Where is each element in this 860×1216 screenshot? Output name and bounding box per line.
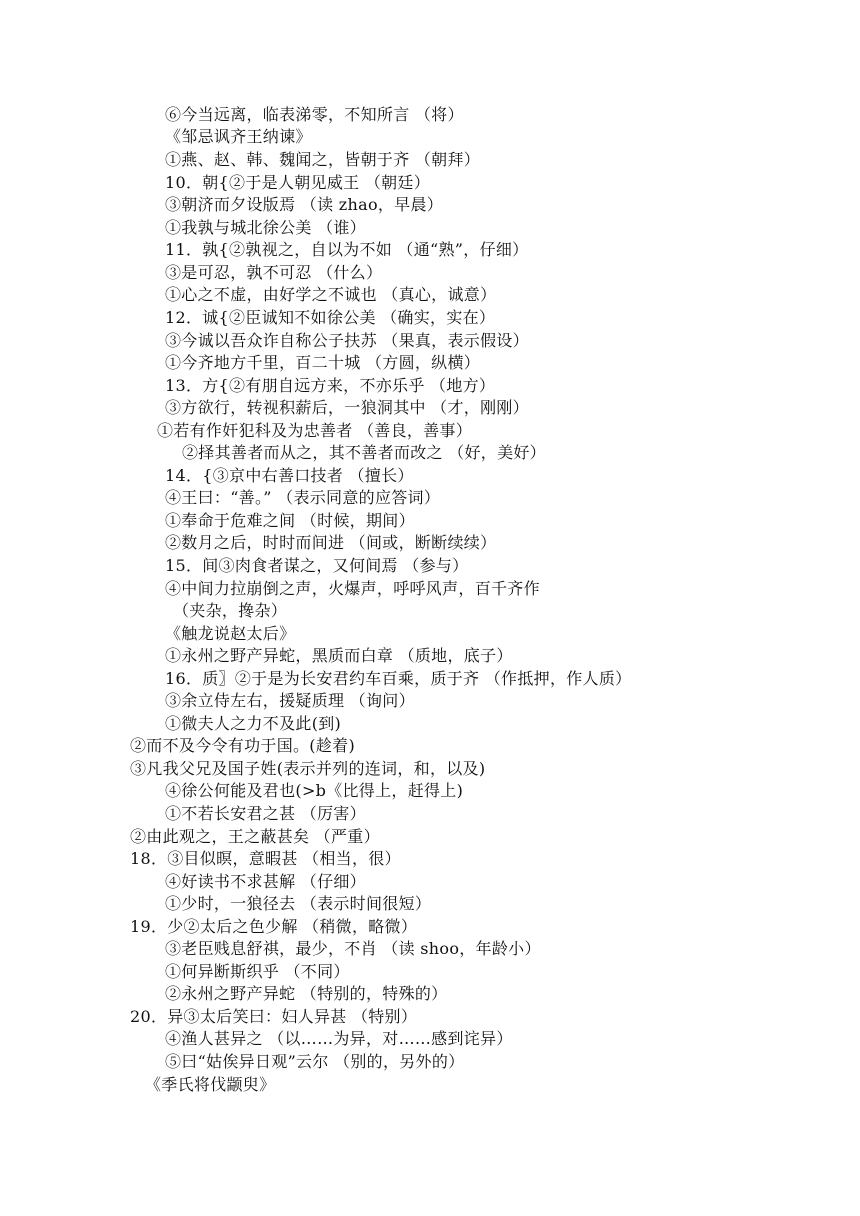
text-line: ④渔人甚异之 （以……为异，对……感到诧异）: [165, 1029, 513, 1048]
entry-line: 10．朝{②于是人朝见威王 （朝廷）: [165, 173, 431, 192]
text-line: ①少时，一狼径去 （表示时间很短）: [165, 894, 432, 913]
text-line: ①永州之野产异蛇，黑质而白章 （质地，底子）: [165, 646, 513, 665]
entry-line: 19．少②太后之色少解 （稍微，略微）: [130, 917, 418, 936]
text-line: ③是可忍，孰不可忍 （什么）: [165, 263, 383, 282]
text-line: ①心之不虚，由好学之不诚也 （真心，诚意）: [165, 285, 497, 304]
text-line: ①今齐地方千里，百二十城 （方圆，纵横）: [165, 353, 481, 372]
text-line: ③朝济而夕设版焉 （读 zhao，早晨）: [165, 195, 444, 214]
text-line: ①何异断斯织乎 （不同）: [165, 962, 350, 981]
text-line: ②数月之后，时时而间进 （间或，断断续续）: [165, 533, 497, 552]
text-line: ⑤曰“姑俟异日观”云尔 （别的，另外的）: [165, 1052, 465, 1071]
entry-line: 13．方{②有朋自远方来，不亦乐乎 （地方）: [165, 376, 496, 395]
entry-line: 15．间③肉食者谋之，又何间焉 （参与）: [165, 556, 469, 575]
entry-line: 20．异③太后笑曰：妇人异甚 （特别）: [130, 1007, 418, 1026]
text-line: ①不若长安君之甚 （厉害）: [165, 804, 366, 823]
text-line: ④中间力拉崩倒之声，火爆声，呼呼风声，百千齐作: [165, 579, 540, 598]
text-line: ②择其善者而从之，其不善者而改之 （好，美好）: [182, 443, 546, 462]
text-line: ①我孰与城北徐公美 （谁）: [165, 218, 366, 237]
entry-line: 18．③目似暝，意暇甚 （相当，很）: [130, 849, 401, 868]
text-line: ④好读书不求甚解 （仔细）: [165, 872, 366, 891]
text-line: ④徐公何能及君也(>b《比得上，赶得上): [165, 781, 464, 800]
text-line: ②由此观之，王之蔽甚矣 （严重）: [130, 827, 380, 846]
section-heading: 《触龙说赵太后》: [165, 624, 296, 643]
text-line: ③凡我父兄及国子姓(表示并列的连词，和，以及): [130, 759, 486, 778]
text-line: ③老臣贱息舒祺，最少，不肖 （读 shoo，年龄小）: [165, 939, 541, 958]
text-line: ①微夫人之力不及此(到): [165, 714, 342, 733]
text-line: ①若有作奸犯科及为忠善者 （善良，善事）: [157, 421, 473, 440]
text-line: ③方欲行，转视积薪后，一狼洞其中 （才，刚刚）: [165, 398, 529, 417]
text-line: ③今诚以吾众诈自称公子扶苏 （果真，表示假设）: [165, 331, 529, 350]
section-heading: 《邹忌讽齐王纳谏》: [165, 127, 312, 146]
text-line: ①燕、赵、韩、魏闻之，皆朝于齐 （朝拜）: [165, 150, 481, 169]
entry-line: 14．{③京中右善口技者 （擅长）: [165, 466, 414, 485]
text-line: （夹杂，搀杂）: [173, 601, 288, 620]
entry-line: 12．诚{②臣诚知不如徐公美 （确实，实在）: [165, 308, 496, 327]
section-heading: 《季氏将伐颛臾》: [145, 1075, 276, 1094]
text-line: ⑥今当远离，临表涕零，不知所言 （将）: [165, 105, 464, 124]
text-line: ③余立侍左右，援疑质理 （询问）: [165, 691, 415, 710]
entry-line: 11．孰{②孰视之，自以为不如 （通“熟”，仔细）: [165, 240, 529, 259]
text-line: ②而不及今令有功于国。(趁着): [130, 736, 355, 755]
entry-line: 16．质〗②于是为长安君约车百乘，质于齐 （作抵押，作人质）: [165, 669, 632, 688]
text-line: ①奉命于危难之间 （时候，期间）: [165, 511, 415, 530]
text-line: ④王曰：“善。” （表示同意的应答词）: [165, 488, 441, 507]
text-line: ②永州之野产异蛇 （特别的，特殊的）: [165, 984, 448, 1003]
